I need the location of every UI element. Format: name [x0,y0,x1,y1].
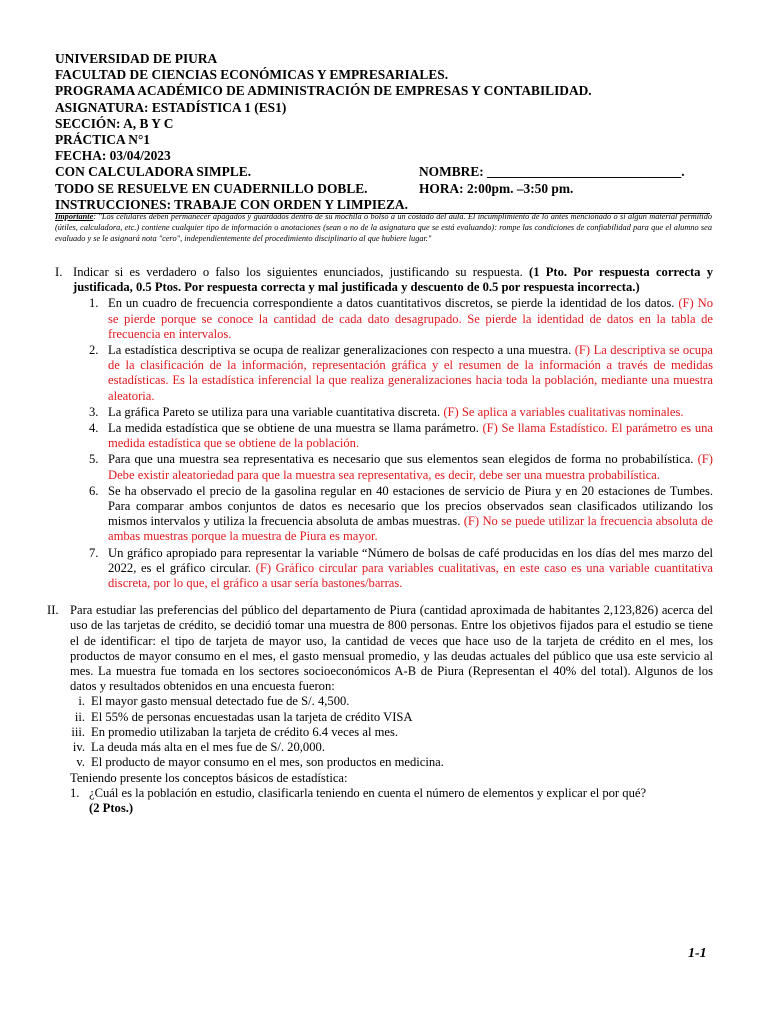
survey-facts-list [70,694,713,770]
list-item [89,484,713,545]
item-number: 3. [89,404,99,419]
item-number: 1. [89,296,99,311]
name-field: NOMBRE: _____________________________. [419,164,685,180]
item-answer: (F) No se pierde porque se conoce la cantidad de cada dato desagrupado. Se pierde la identidad de datos en la tabla de frecuencia en intervalos. [108,296,713,341]
calculator-note: CON CALCULADORA SIMPLE. [55,164,252,180]
fact-text: El mayor gasto mensual detectado fue de S/. 4,500. [91,694,350,709]
page-number: 1-1 [688,946,707,961]
list-item [89,421,713,451]
item-number: 7. [89,545,99,560]
list-item [70,755,713,770]
fact-text: En promedio utilizaban la tarjeta de crédito 6.4 veces al mes. [91,724,399,739]
faculty-name: FACULTAD DE CIENCIAS ECONÓMICAS Y EMPRESARIALES. [55,67,449,83]
item-number: 4. [89,421,99,436]
section-line: SECCIÓN: A, B Y C [55,115,174,131]
list-item [70,786,713,816]
section-1 [55,265,713,591]
time-line: HORA: 2:00pm. –3:50 pm. [419,180,574,196]
important-label: Importante [55,212,94,221]
important-notice [55,212,712,244]
fact-numeral: iii. [71,724,85,739]
list-item [89,405,713,420]
fact-numeral: iv. [72,740,85,755]
item-statement: La estadística descriptiva se ocupa de realizar generalizaciones con respecto a una muestra. [108,343,575,358]
list-item [70,725,713,740]
fact-numeral: ii. [74,709,85,724]
fact-numeral: v. [76,755,85,770]
list-item [89,546,713,592]
section-2-numeral: II. [47,603,59,618]
calculator-name-row [55,164,710,180]
exam-header [55,51,710,214]
program-name: PROGRAMA ACADÉMICO DE ADMINISTRACIÓN DE EMPRESAS Y CONTABILIDAD. [55,83,592,99]
list-item [70,740,713,755]
item-answer: (F) Gráfico circular para variables cualitativas, en este caso es una variable cuantitativa discreta, por lo que, el gráfico a usar sería bastones/barras. [108,560,713,591]
item-statement: Se ha observado el precio de la gasolina regular en 40 estaciones de servicio de Piura y en 20 estaciones de Tumbes. Para comparar ambos conjuntos de datos es necesario que los precios observados sean clasificados utilizando los mismos intervalos y utiliza la frecuencia absoluta de ambas muestras. [108,483,713,529]
item-number: 2. [89,343,99,358]
question-text: ¿Cuál es la población en estudio, clasificarla teniendo en cuenta el número de elementos y explicar el por qué? [89,785,647,800]
question-list [70,786,713,816]
item-answer: (F) Se aplica a variables cualitativas nominales. [443,404,684,419]
subject-line: ASIGNATURA: ESTADÍSTICA 1 (ES1) [55,99,287,115]
item-answer: (F) No se puede utilizar la frecuencia absoluta de ambas muestras porque la muestra de Piura es mayor. [108,514,713,544]
true-false-list [89,296,713,591]
fact-numeral: i. [78,694,85,709]
instructions-line: INSTRUCCIONES: TRABAJE CON ORDEN Y LIMPIEZA. [55,197,710,214]
list-item [70,710,713,725]
fact-text: El producto de mayor consumo en el mes, son productos en medicina. [91,755,444,770]
exam-body [47,265,713,816]
list-item [70,694,713,709]
item-statement: La medida estadística que se obtiene de una muestra se llama parámetro. [108,421,483,436]
list-item [89,343,713,404]
question-number: 1. [70,785,80,800]
list-item [89,452,713,482]
item-number: 6. [89,483,99,498]
item-answer: (F) La descriptiva se ocupa de la clasificación de la información, representación gráfica y el resumen de la información a través de medidas estadísticas. Es la estadística inferencial la que realiza generalizaciones hacia toda la población, mediante una muestra aleatoria. [108,343,713,403]
item-statement: Para que una muestra sea representativa es necesario que sus elementos sean elegidos de forma no probabilística. [108,452,698,467]
fact-text: El 55% de personas encuestadas usan la tarjeta de crédito VISA [91,709,413,724]
fact-text: La deuda más alta en el mes fue de S/. 20,000. [91,740,325,755]
item-answer: (F) Debe existir aleatoriedad para que la muestra sea representativa, es decir, debe ser una muestra probabilística. [108,452,713,482]
section-2 [47,603,713,816]
booklet-time-row [55,181,710,197]
practice-line: PRÁCTICA N°1 [55,132,151,148]
item-statement: En un cuadro de frecuencia correspondiente a datos cuantitativos discretos, se pierde la identidad de los datos. [108,296,679,311]
date-line: FECHA: 03/04/2023 [55,148,171,164]
question-points: (2 Ptos.) [89,800,134,815]
item-answer: (F) Se llama Estadístico. El parámetro es una medida estadística que se obtiene de la población. [108,421,713,451]
item-statement: Un gráfico apropiado para representar la variable “Número de bolsas de café producidas en los días del mes marzo del 2022, es el gráfico circular. [108,545,713,575]
section-2-lead: Teniendo presente los conceptos básicos de estadística: [70,770,348,785]
list-item [89,296,713,342]
item-number: 5. [89,452,99,467]
section-2-intro: Para estudiar las preferencias del público del departamento de Piura (cantidad aproximada de habitantes 2,123,826) acerca del uso de las tarjetas de crédito, se decidió tomar una muestra de 800 personas. Entre los objetivos fijados para el estudio se tiene el de identificar: el tipo de tarjeta de mayor uso, la cantidad de veces que hace uso de la tarjeta de crédito en el mes, los productos de mayor consumo en el mes, el gasto mensual promedio, y las deudas actuales del público que usa este servicio al mes. La muestra fue tomada en los sectores socioeconómicos A-B de Piura (Representan el 40% del total). Algunos de los datos y resultados obtenidos en una encuesta fueron: [70,603,713,694]
booklet-note: TODO SE RESUELVE EN CUADERNILLO DOBLE. [55,180,368,196]
section-1-scoring: (1 Pto. Por respuesta correcta y justificada, 0.5 Ptos. Por respuesta correcta y mal justificada y descuento de 0.5 por respuesta incorrecta.) [73,265,713,295]
university-name: UNIVERSIDAD DE PIURA [55,51,218,66]
section-1-numeral: I. [55,265,63,279]
important-text: : "Los celulares deben permanecer apagados y guardados dentro de su mochila o bolso a un costado del aula. El incumplimiento de lo antes mencionado o si algún material permitido (útiles, calculadora, etc.) contiene cualquier tipo de información o anotaciones (sean o no de la asignatura que se está evaluando): rompe las condiciones de confiabilidad para que el alumno sea evaluado y se le asignará nota "cero", independientemente del procedimiento disciplinario al que hubiere lugar." [55,212,712,243]
section-1-intro: Indicar si es verdadero o falso los siguientes enunciados, justificando su respuesta. [73,265,529,279]
item-statement: La gráfica Pareto se utiliza para una variable cuantitativa discreta. [108,404,444,419]
